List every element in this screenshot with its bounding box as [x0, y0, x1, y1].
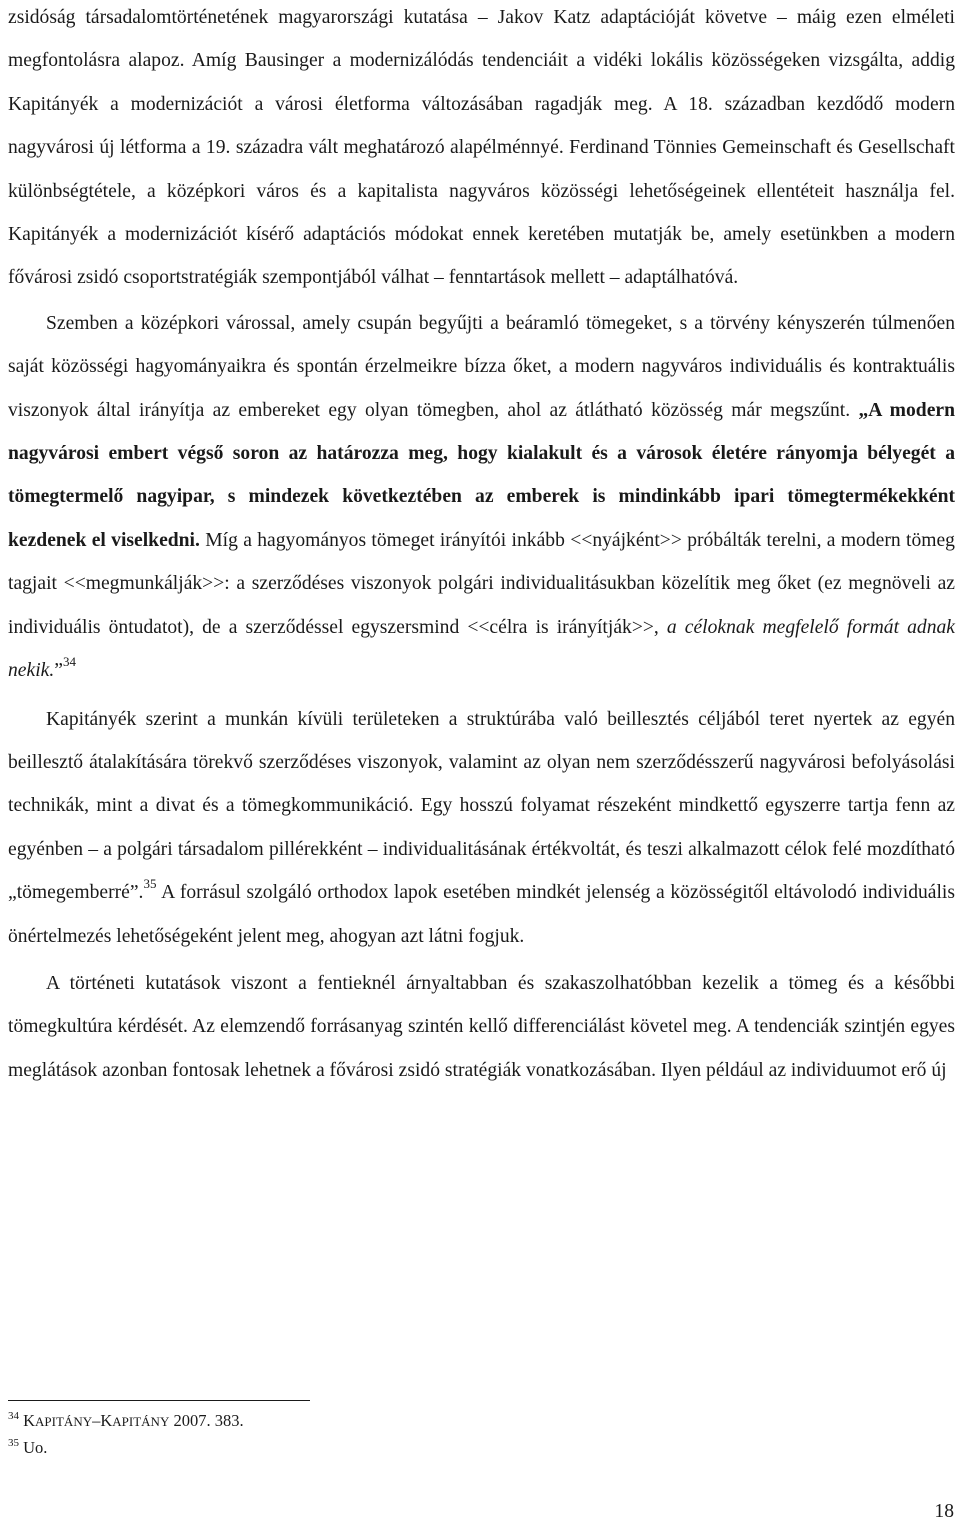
paragraph-1-text: zsidóság társadalomtörténetének magyarországi kutatása – Jakov Katz adaptációját követve – máig ezen elméleti megfontolásra alapoz. Amíg Bausinger a modernizálódás tendenciáit a vidéki lokális közösségeken vizsgálta, addig Kapitányék a modernizációt a városi életforma változásában ragadják meg. A 18. században kezdődő modern nagyvárosi új létforma a 19. századra vált meghatározó alapélménnyé. Ferdinand Tönnies Gemeinschaft és Gesellschaft különbségtétele, a középkori város és a kapitalista nagyváros közösségi lehetőségeinek ellentéteit használja fel. Kapitányék a modernizációt kísérő adaptációs módokat ennek keretében mutatják be, amely esetünkben a modern fővárosi zsidó csoportstratégiák szempontjából válhat – fenntartások mellett – adaptálhatóvá.	[8, 7, 955, 289]
paragraph-2-text-continued: Míg a hagyományos tömeget irányítói inkább <<nyájként>> próbálták terelni, a modern tömeg tagjait <<megmunkálják>>: a szerződéses viszonyok polgári individualitásukban közelítik meg őket (ez megnöveli az individuális öntudatot), de a szerződéssel egyszersmind <<célra is irányítják>>,	[8, 529, 955, 638]
paragraph-4-text: A történeti kutatások viszont a fentieknél árnyaltabban és szakaszolhatóbban kezelik a tömeg és a későbbi tömegkultúra kérdését. Az elemzendő forrásanyag szintén kellő differenciálást követel meg. A tendenciák szintjén egyes meglátások azonban fontosak lehetnek a fővárosi zsidó stratégiák vonatkozásában. Ilyen például az individuumot erő új	[8, 972, 955, 1081]
footnote-number: 34	[8, 1410, 19, 1422]
footnote-35	[8, 1435, 608, 1461]
citation-rest: 2007. 383.	[169, 1411, 244, 1430]
footnote-ref-35[interactable]: 35	[143, 876, 157, 892]
paragraph-1	[8, 0, 955, 300]
author-initial: K	[100, 1411, 113, 1430]
closing-quote-mark: ”	[54, 660, 63, 682]
bold-quote: „A modern nagyvárosi embert végső soron az határozza meg, hogy kialakult és a városok életére rányomja bélyegét a tömegtermelő nagyipar, s mindezek következtében az emberek is mindinkább ipari tömegtermékekként kezdenek el viselkedni.	[8, 399, 955, 551]
document-page	[8, 0, 955, 1092]
author-dash: –	[92, 1411, 101, 1430]
page-number: 18	[934, 1501, 954, 1522]
paragraph-3-text-continued: A forrásul szolgáló orthodox lapok esetében mindkét jelenség a közösségitől eltávolodó individuális önértelmezés lehetőségeként jelent meg, ahogyan azt látni fogjuk.	[8, 882, 955, 947]
author-smallcaps: APITÁNY	[112, 1414, 170, 1429]
paragraph-3	[8, 698, 955, 958]
author-smallcaps: APITÁNY	[35, 1414, 93, 1429]
footnotes	[8, 1408, 608, 1461]
paragraph-2	[8, 302, 955, 693]
paragraph-4	[8, 962, 955, 1092]
paragraph-3-text: Kapitányék szerint a munkán kívüli területeken a struktúrába való beillesztés céljából teret nyertek az egyén beillesztő átalakítására törekvő szerződéses viszonyok, valamint az olyan nem szerződésszerű nagyvárosi befolyásolási technikák, mint a divat és a tömegkommunikáció. Egy hosszú folyamat részeként mindkettő egyszerre tartja fenn az egyénben – a polgári társadalom pillérekként – individualitásának értékvoltát, és teszi alkalmazott célok felé mozdítható „tömegemberré”.	[8, 708, 955, 904]
footnote-text: Uo.	[23, 1438, 48, 1457]
author-initial: K	[23, 1411, 36, 1430]
italic-quote: a céloknak megfelelő formát adnak nekik.	[8, 616, 955, 682]
footnote-number: 35	[8, 1437, 19, 1449]
footnote-separator	[8, 1400, 310, 1401]
footnote-ref-34[interactable]: 34	[62, 654, 76, 670]
footnote-34	[8, 1408, 608, 1435]
paragraph-2-text: Szemben a középkori várossal, amely csupán begyűjti a beáramló tömegeket, s a törvény kényszerén túlmenően saját közösségi hagyományaikra és spontán érzelmeikre bízza őket, a modern nagyváros individuális és kontraktuális viszonyok által irányítja az embereket egy olyan tömegben, ahol az átlátható közösség már megszűnt.	[8, 312, 955, 421]
